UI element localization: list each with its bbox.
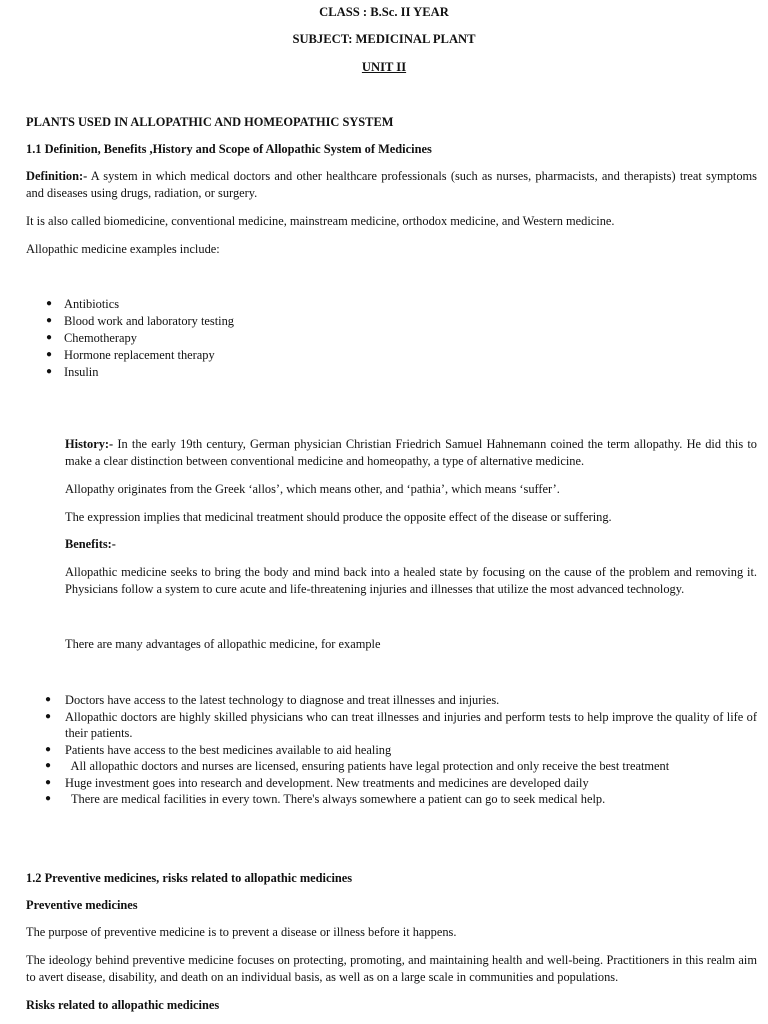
- definition-label: Definition:-: [26, 169, 88, 183]
- bullet-icon: ●: [45, 793, 52, 804]
- list-item: ● Huge investment goes into research and development. New treatments and medicines are developed daily: [45, 775, 589, 790]
- list-item: ● Chemotherapy: [46, 331, 137, 345]
- bullet-icon: ●: [45, 743, 52, 755]
- section-title: PLANTS USED IN ALLOPATHIC AND HOMEOPATHIC SYSTEM: [26, 115, 394, 129]
- history-text: In the early 19th century, German physician Christian Friedrich Samuel Hahnemann coined the term allopathy. He did this to make a clear distinction between conventional medicine and homeopathy, a type of alternative medicine.: [65, 437, 757, 468]
- list-item: ● Insulin: [46, 365, 99, 379]
- advantages-intro: There are many advantages of allopathic medicine, for example: [65, 637, 381, 651]
- bullet-icon: ●: [46, 298, 53, 309]
- benefits-paragraph: Allopathic medicine seeks to bring the body and mind back into a healed state by focusing on the cause of the problem and removing it. Physicians follow a system to cure acute and life-threatening injuries and illnesses that utilize the most advanced technology.: [65, 565, 757, 596]
- bullet-icon: ●: [45, 760, 52, 771]
- risks-heading: Risks related to allopathic medicines: [26, 998, 220, 1012]
- list-item: ● There are medical facilities in every town. There's always somewhere a patient can go to seek medical help.: [45, 792, 606, 806]
- bullet-icon: ●: [46, 349, 53, 360]
- history-paragraph: [65, 436, 757, 469]
- history-label: History:-: [65, 437, 114, 451]
- subsection-1-1-heading: 1.1 Definition, Benefits ,History and Scope of Allopathic System of Medicines: [26, 142, 432, 156]
- expression-paragraph: The expression implies that medicinal treatment should produce the opposite effect of the disease or suffering.: [65, 510, 612, 524]
- bullet-icon: ●: [46, 332, 53, 343]
- bullet-icon: ●: [46, 366, 53, 377]
- list-item: ● Doctors have access to the latest technology to diagnose and treat illnesses and injuries.: [45, 693, 500, 707]
- list-item: ● Patients have access to the best medicines available to aid healing: [45, 742, 392, 757]
- preventive-ideology-paragraph: The ideology behind preventive medicine focuses on protecting, promoting, and maintaining health and well-being. Practitioners in this realm aim to avert disease, disability, and death on an individual basis, as well as on a large scale in communities and populations.: [26, 953, 757, 984]
- list-item: ● Hormone replacement therapy: [46, 348, 215, 362]
- definition-paragraph: [26, 168, 757, 201]
- bullet-icon: ●: [45, 710, 52, 722]
- list-item: ● All allopathic doctors and nurses are licensed, ensuring patients have legal protection and only receive the best treatment: [45, 759, 670, 773]
- advantages-list: [26, 692, 757, 808]
- class-line: CLASS : B.Sc. II YEAR: [319, 5, 449, 19]
- list-item: ● Antibiotics: [46, 297, 120, 311]
- bullet-icon: ●: [46, 315, 53, 326]
- examples-intro: Allopathic medicine examples include:: [26, 242, 220, 256]
- preventive-purpose-paragraph: The purpose of preventive medicine is to prevent a disease or illness before it happens.: [26, 925, 457, 939]
- preventive-heading: Preventive medicines: [26, 898, 138, 912]
- subsection-1-2-heading: 1.2 Preventive medicines, risks related to allopathic medicines: [26, 871, 353, 885]
- also-called-paragraph: It is also called biomedicine, conventional medicine, mainstream medicine, orthodox medicine, and Western medicine.: [26, 214, 615, 228]
- list-item: ● Blood work and laboratory testing: [46, 314, 234, 328]
- origin-paragraph: Allopathy originates from the Greek ‘allos’, which means other, and ‘pathia’, which means ‘suffer’.: [65, 482, 560, 496]
- examples-list: [26, 296, 757, 381]
- benefits-label: Benefits:-: [65, 537, 116, 551]
- bullet-icon: ●: [45, 776, 52, 788]
- unit-line: UNIT II: [361, 60, 407, 74]
- definition-text: A system in which medical doctors and other healthcare professionals (such as nurses, pharmacists, and therapists) treat symptoms and diseases using drugs, radiation, or surgery.: [26, 169, 757, 200]
- bullet-icon: ●: [45, 694, 52, 705]
- subject-line: SUBJECT: MEDICINAL PLANT: [292, 32, 476, 46]
- list-item: ● Allopathic doctors are highly skilled physicians who can treat illnesses and injuries and perform tests to help improve the quality of life of their patients.: [45, 709, 757, 740]
